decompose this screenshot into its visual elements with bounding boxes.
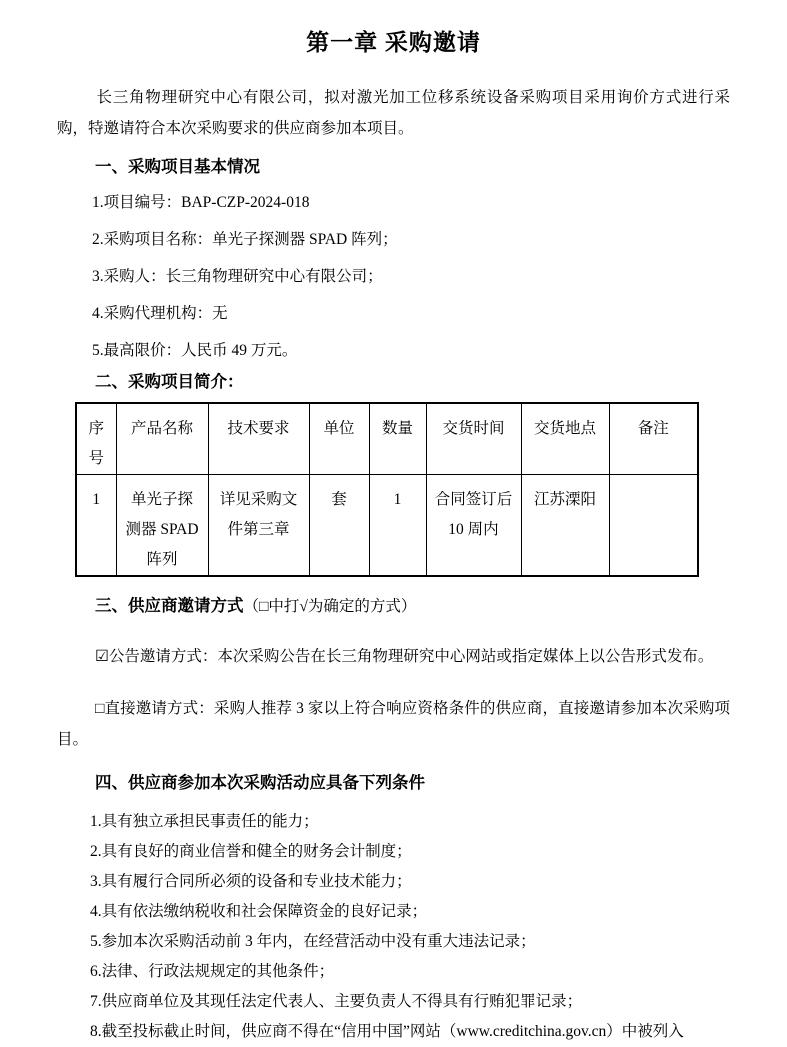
invite-option-direct	[57, 693, 730, 755]
checkbox-checked-icon: ☑	[94, 648, 109, 665]
intro-paragraph: 长三角物理研究中心有限公司，拟对激光加工位移系统设备采购项目采用询价方式进行采购，特邀请符合本次采购要求的供应商参加本项目。	[57, 89, 730, 137]
option-text: 直接邀请方式：采购人推荐 3 家以上符合响应资格条件的供应商，直接邀请参加本次采购项目。	[57, 700, 730, 748]
table-cell: 江苏溧阳	[521, 475, 609, 577]
table-header-cell: 交货时间	[426, 403, 521, 475]
checkbox-unchecked-icon: □	[94, 700, 105, 717]
list-item: 5.参加本次采购活动前 3 年内，在经营活动中没有重大违法记录；	[90, 933, 536, 950]
page-title: 第一章 采购邀请	[306, 30, 481, 55]
table-header-cell: 备注	[609, 403, 698, 475]
table-header-cell: 技术要求	[208, 403, 309, 475]
list-item: 4.采购代理机构：无	[92, 305, 228, 322]
table-cell: 合同签订后 10 周内	[426, 475, 521, 577]
section-heading-2: 二、采购项目简介：	[95, 372, 244, 391]
table-cell: 详见采购文件第三章	[208, 475, 309, 577]
list-item: 5.最高限价：人民币 49 万元。	[92, 342, 298, 359]
option-text: 公告邀请方式：本次采购公告在长三角物理研究中心网站或指定媒体上以公告形式发布。	[108, 648, 714, 665]
list-item: 4.具有依法缴纳税收和社会保障资金的良好记录；	[90, 903, 428, 920]
list-item: 7.供应商单位及其现任法定代表人、主要负责人不得具有行贿犯罪记录；	[90, 993, 583, 1010]
section4-list	[57, 807, 730, 1047]
section-heading-3-note: （□中打√为确定的方式）	[243, 598, 417, 615]
list-item: 2.采购项目名称：单光子探测器 SPAD 阵列；	[92, 231, 398, 248]
list-item: 1.具有独立承担民事责任的能力；	[90, 813, 319, 830]
table-cell: 套	[309, 475, 369, 577]
list-item: 8.截至投标截止时间，供应商不得在“信用中国”网站（www.creditchina.gov.cn）中被列入	[90, 1023, 684, 1040]
table-header-cell: 数量	[369, 403, 426, 475]
list-item: 6.法律、行政法规规定的其他条件；	[90, 963, 335, 980]
product-table	[75, 402, 699, 577]
section-heading-3	[57, 593, 730, 620]
section1-list	[57, 184, 730, 369]
list-item: 3.具有履行合同所必须的设备和专业技术能力；	[90, 873, 412, 890]
table-cell	[609, 475, 698, 577]
section-heading-4: 四、供应商参加本次采购活动应具备下列条件	[95, 773, 425, 792]
table-cell: 单光子探测器 SPAD 阵列	[116, 475, 208, 577]
table-header-cell: 单位	[309, 403, 369, 475]
list-item: 1.项目编号：BAP-CZP-2024-018	[92, 194, 310, 211]
list-item: 2.具有良好的商业信誉和健全的财务会计制度；	[90, 843, 412, 860]
invite-option-announcement	[57, 641, 730, 672]
table-header-row	[76, 403, 698, 475]
section-heading-3-bold: 三、供应商邀请方式	[95, 596, 244, 615]
table-row	[76, 475, 698, 577]
section-heading-1: 一、采购项目基本情况	[95, 157, 260, 176]
list-item: 3.采购人：长三角物理研究中心有限公司；	[92, 268, 383, 285]
table-cell: 1	[76, 475, 116, 577]
table-header-cell: 产品名称	[116, 403, 208, 475]
table-header-cell: 序号	[76, 403, 116, 475]
table-header-cell: 交货地点	[521, 403, 609, 475]
table-cell: 1	[369, 475, 426, 577]
